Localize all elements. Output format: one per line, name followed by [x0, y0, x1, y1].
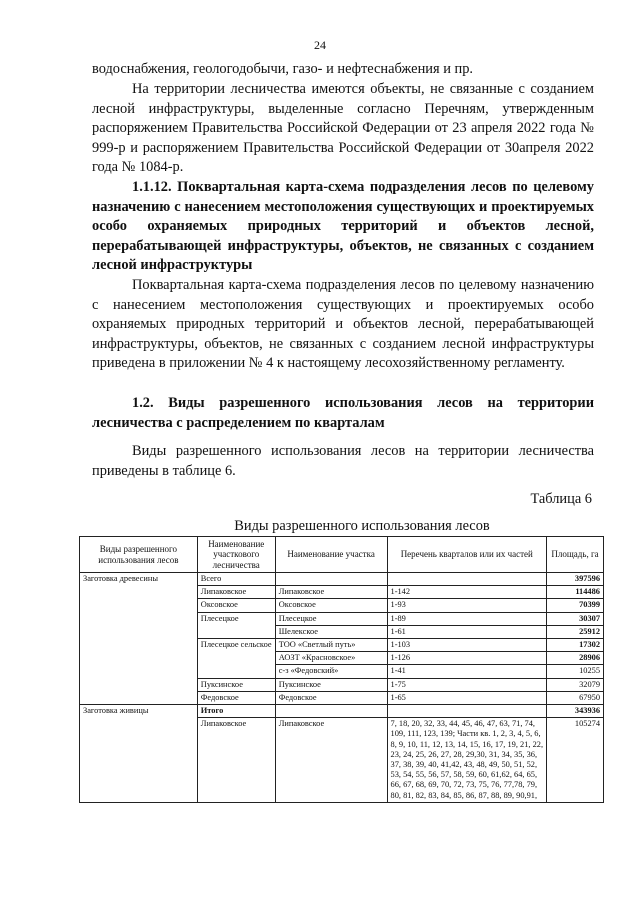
cell-area: 10255	[547, 665, 604, 678]
cell-site: Шелекское	[275, 625, 387, 638]
cell-quarters: 1-75	[387, 678, 547, 691]
cell-quarters: 1-93	[387, 599, 547, 612]
cell-forestry: Оксовское	[197, 599, 275, 612]
table-header-row	[80, 537, 604, 573]
cell-quarters: 1-103	[387, 639, 547, 652]
cell-forestry: Итого	[197, 705, 275, 718]
header-area: Площадь, га	[547, 537, 604, 573]
cell-area: 105274	[547, 718, 604, 803]
cell-area: 28906	[547, 652, 604, 665]
cell-quarters: 1-126	[387, 652, 547, 665]
cell-area: 30307	[547, 612, 604, 625]
table-caption: Виды разрешенного использования лесов	[234, 518, 490, 534]
cell-use: Заготовка древесины	[80, 573, 198, 705]
cell-area: 397596	[547, 573, 604, 586]
cell-quarters: 1-65	[387, 691, 547, 704]
page-number: 24	[314, 38, 326, 52]
cell-area: 25912	[547, 625, 604, 638]
cell-site: Липаковское	[275, 586, 387, 599]
cell-quarters: 1-61	[387, 625, 547, 638]
cell-forestry: Плесецкое	[197, 612, 275, 638]
cell-quarters	[387, 573, 547, 586]
table-row	[80, 573, 604, 586]
cell-quarters: 1-41	[387, 665, 547, 678]
table-row	[80, 705, 604, 718]
cell-quarters: 1-89	[387, 612, 547, 625]
cell-site: ТОО «Светлый путь»	[275, 639, 387, 652]
paragraph-map-scheme: Поквартальная карта-схема подразделения лесов по целевому назначению с нанесением местоположения существующих и проектируемых особо охраняемых природных территорий и объектов лесной, перерабатывающей инфраструктуры, объектов, не связанных с созданием лесной инфраструктуры приведена в приложении № 4 к настоящему лесохозяйственному регламенту.	[92, 277, 594, 372]
cell-quarters	[387, 705, 547, 718]
cell-area: 67950	[547, 691, 604, 704]
paragraph-objects: На территории лесничества имеются объекты, не связанные с созданием лесной инфраструктуры, выделенные согласно Перечням, утвержденным распоряжением Правительства Российской Федерации от 23 апреля 2022 года № 999-р и распоряжением Правительства Российской Федерации от 30апреля 2022 года № 1084-р.	[92, 81, 594, 176]
cell-forestry: Всего	[197, 573, 275, 586]
cell-area: 17302	[547, 639, 604, 652]
cell-area: 70399	[547, 599, 604, 612]
cell-area: 343936	[547, 705, 604, 718]
cell-quarters: 1-142	[387, 586, 547, 599]
header-use: Виды разрешенного использования лесов	[80, 537, 198, 573]
section-heading-1-1-12: 1.1.12. Поквартальная карта-схема подразделения лесов по целевому назначению с нанесением местоположения существующих и проектируемых особо охраняемых природных территорий и объектов лесной, перерабатывающей инфраструктуры, объектов, не связанных с созданием лесной инфраструктуры	[92, 179, 594, 274]
forest-use-table	[79, 536, 604, 803]
header-site: Наименование участка	[275, 537, 387, 573]
cell-site: с-з «Федовский»	[275, 665, 387, 678]
header-forestry: Наименование участкового лесничества	[197, 537, 275, 573]
cell-site: Плесецкое	[275, 612, 387, 625]
cell-forestry: Липаковское	[197, 586, 275, 599]
table-label: Таблица 6	[530, 491, 592, 507]
cell-site: Липаковское	[275, 718, 387, 803]
paragraph-continuation: водоснабжения, геологодобычи, газо- и нефтеснабжения и пр.	[92, 61, 473, 77]
cell-site: АОЗТ «Красновское»	[275, 652, 387, 665]
cell-site: Оксовское	[275, 599, 387, 612]
cell-area: 114486	[547, 586, 604, 599]
cell-site	[275, 573, 387, 586]
cell-site: Пуксинское	[275, 678, 387, 691]
cell-site: Федовское	[275, 691, 387, 704]
cell-forestry: Федовское	[197, 691, 275, 704]
cell-quarters: 7, 18, 20, 32, 33, 44, 45, 46, 47, 63, 71, 74, 109, 111, 123, 139; Части кв. 1, 2, 3, 4, 5, 6, 8, 9, 10, 11, 12, 13, 14, 15, 16, 17, 19, 21, 22, 23, 24, 25, 26, 27, 28, 29,30, 31, 34, 35, 36, 37, 38, 39, 40, 41,42, 43, 48, 49, 50, 51, 52, 53, 54, 55, 56, 57, 58, 59, 60, 61,62, 64, 65, 66, 67, 68, 69, 70, 72, 73, 75, 76, 77,78, 79, 80, 81, 82, 83, 84, 85, 86, 87, 88, 89, 90,91,	[387, 718, 547, 803]
cell-forestry: Пуксинское	[197, 678, 275, 691]
cell-area: 32079	[547, 678, 604, 691]
cell-forestry: Липаковское	[197, 718, 275, 803]
cell-site	[275, 705, 387, 718]
paragraph-table-ref: Виды разрешенного использования лесов на территории лесничества приведены в таблице 6.	[92, 443, 594, 479]
section-heading-1-2: 1.2. Виды разрешенного использования лесов на территории лесничества с распределением по кварталам	[92, 395, 594, 431]
header-quarters: Перечень кварталов или их частей	[387, 537, 547, 573]
cell-forestry: Плесецкое сельское	[197, 639, 275, 679]
cell-use: Заготовка живицы	[80, 705, 198, 803]
